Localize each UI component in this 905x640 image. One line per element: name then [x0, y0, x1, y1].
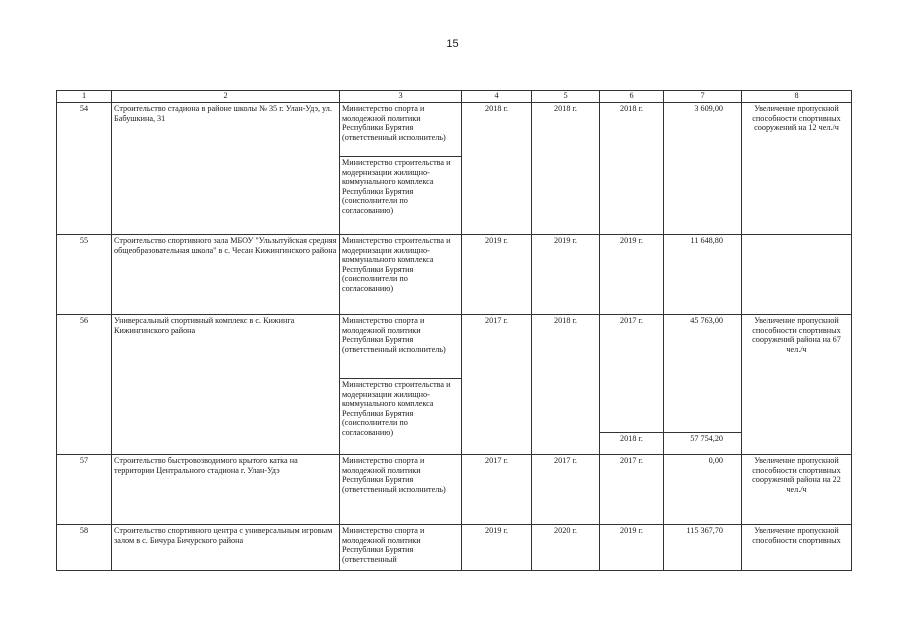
end-year: 2017 г.: [532, 455, 600, 525]
expected-result: Увеличение пропускной способности спортивных: [742, 525, 852, 571]
table-row: [57, 455, 852, 525]
row-number: 57: [57, 455, 112, 525]
end-year: 2018 г.: [532, 103, 600, 235]
table-row: [57, 103, 852, 157]
col-header: 5: [532, 91, 600, 103]
end-year: 2018 г.: [532, 315, 600, 455]
executor: Министерство строительства и модернизации жилищно-коммунального комплекса Республики Бурятия (соисполнители по согласованию): [340, 235, 462, 315]
col-header: 4: [462, 91, 532, 103]
executor: Министерство спорта и молодежной политики Республики Бурятия (ответственный: [340, 525, 462, 571]
start-year: 2019 г.: [462, 525, 532, 571]
funding-amount: 3 609,00: [664, 103, 742, 235]
row-number: 56: [57, 315, 112, 455]
header-row: [57, 91, 852, 103]
project-name: Строительство спортивного зала МБОУ "Ульзытуйская средняя общеобразовательная школа" в с. Чесан Кижингинского района: [112, 235, 340, 315]
start-year: 2018 г.: [462, 103, 532, 235]
co-executor: Министерство строительства и модернизации жилищно-коммунального комплекса Республики Бурятия (соисполнители по согласованию): [340, 157, 462, 235]
project-name: Строительство спортивного центра с универсальным игровым залом в с. Бичура Бичурского района: [112, 525, 340, 571]
funding-year: 2017 г.: [600, 455, 664, 525]
start-year: 2017 г.: [462, 315, 532, 455]
row-number: 58: [57, 525, 112, 571]
col-header: 1: [57, 91, 112, 103]
funding-year: 2018 г.: [600, 103, 664, 235]
col-header: 3: [340, 91, 462, 103]
col-header: 2: [112, 91, 340, 103]
page-number: 15: [446, 38, 459, 50]
project-name: Универсальный спортивный комплекс в с. Кижинга Кижингинского района: [112, 315, 340, 455]
funding-amount: 115 367,70: [664, 525, 742, 571]
co-executor: Министерство строительства и модернизации жилищно-коммунального комплекса Республики Бурятия (соисполнители по согласованию): [340, 379, 462, 455]
expected-result: Увеличение пропускной способности спортивных сооружений района на 67 чел./ч: [742, 315, 852, 455]
expected-result: Увеличение пропускной способности спортивных сооружений на 12 чел./ч: [742, 103, 852, 235]
project-name: Строительство стадиона в районе школы № 35 г. Улан-Удэ, ул. Бабушкина, 31: [112, 103, 340, 235]
table-row: [57, 235, 852, 315]
program-table: [56, 90, 852, 571]
start-year: 2017 г.: [462, 455, 532, 525]
table-row: [57, 525, 852, 571]
expected-result: Увеличение пропускной способности спортивных сооружений района на 22 чел./ч: [742, 455, 852, 525]
funding-amount: 0,00: [664, 455, 742, 525]
col-header: 6: [600, 91, 664, 103]
funding-amount: 45 763,00: [664, 315, 742, 433]
row-number: 54: [57, 103, 112, 235]
start-year: 2019 г.: [462, 235, 532, 315]
col-header: 7: [664, 91, 742, 103]
funding-year-2: 2018 г.: [600, 433, 664, 455]
funding-year: 2019 г.: [600, 235, 664, 315]
executor: Министерство спорта и молодежной политики Республики Бурятия (ответственный исполнитель): [340, 103, 462, 157]
funding-amount-2: 57 754,20: [664, 433, 742, 455]
project-name: Строительство быстровозводимого крытого катка на территории Центрального стадиона г. Улан-Удэ: [112, 455, 340, 525]
end-year: 2019 г.: [532, 235, 600, 315]
expected-result: [742, 235, 852, 315]
funding-year: 2017 г.: [600, 315, 664, 433]
funding-amount: 11 648,80: [664, 235, 742, 315]
col-header: 8: [742, 91, 852, 103]
table-row: [57, 315, 852, 379]
executor: Министерство спорта и молодежной политики Республики Бурятия (ответственный исполнитель): [340, 315, 462, 379]
row-number: 55: [57, 235, 112, 315]
executor: Министерство спорта и молодежной политики Республики Бурятия (ответственный исполнитель): [340, 455, 462, 525]
end-year: 2020 г.: [532, 525, 600, 571]
funding-year: 2019 г.: [600, 525, 664, 571]
